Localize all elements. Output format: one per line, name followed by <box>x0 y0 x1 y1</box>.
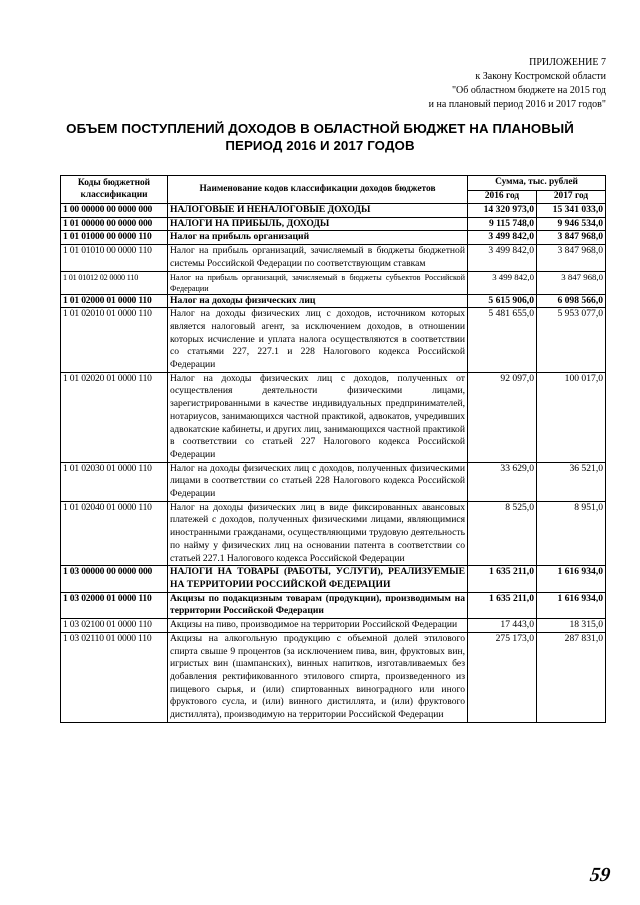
row-name: Налог на доходы физических лиц в виде фиксированных авансовых платежей с доходов, полученных физическими лицами, являющимися иностранными гражданами, осуществляющими трудовую деятельность по найму у физических лиц на основании патента в соответствии со статьей 227.1 Налогового кодекса Российской Федерации <box>168 501 468 566</box>
row-2016: 3 499 842,0 <box>468 231 537 245</box>
table-row <box>61 271 606 294</box>
row-2016: 14 320 973,0 <box>468 204 537 218</box>
table-row <box>61 632 606 722</box>
header-name: Наименование кодов классификации доходов бюджетов <box>168 176 468 204</box>
table-row <box>61 619 606 633</box>
title-line-1: ОБЪЕМ ПОСТУПЛЕНИЙ ДОХОДОВ В ОБЛАСТНОЙ БЮДЖЕТ НА ПЛАНОВЫЙ <box>66 121 574 136</box>
row-2017: 3 847 968,0 <box>537 231 606 245</box>
row-code: 1 01 02040 01 0000 110 <box>61 501 168 566</box>
row-2017: 8 951,0 <box>537 501 606 566</box>
row-code: 1 01 00000 00 0000 000 <box>61 217 168 231</box>
table-row <box>61 245 606 271</box>
row-name: НАЛОГИ НА ТОВАРЫ (РАБОТЫ, УСЛУГИ), РЕАЛИЗУЕМЫЕ НА ТЕРРИТОРИИ РОССИЙСКОЙ ФЕДЕРАЦИИ <box>168 566 468 592</box>
row-2016: 17 443,0 <box>468 619 537 633</box>
appendix-header <box>276 56 606 112</box>
appendix-line-4: и на плановый период 2016 и 2017 годов" <box>428 99 606 110</box>
row-code: 1 01 02000 01 0000 110 <box>61 294 168 308</box>
row-name: Налог на прибыль организаций, зачисляемый в бюджеты бюджетной системы Российской Федерации по соответствующим ставкам <box>168 245 468 271</box>
header-2016: 2016 год <box>468 191 537 204</box>
row-code: 1 03 00000 00 0000 000 <box>61 566 168 592</box>
row-2017: 9 946 534,0 <box>537 217 606 231</box>
row-2016: 5 481 655,0 <box>468 308 537 373</box>
row-code: 1 03 02000 01 0000 110 <box>61 592 168 618</box>
row-code: 1 03 02110 01 0000 110 <box>61 632 168 722</box>
table-row <box>61 462 606 501</box>
row-code: 1 01 01012 02 0000 110 <box>61 271 168 294</box>
row-name: Акцизы на пиво, производимое на территории Российской Федерации <box>168 619 468 633</box>
table-row <box>61 204 606 218</box>
appendix-line-1: ПРИЛОЖЕНИЕ 7 <box>529 57 606 68</box>
table-row <box>61 501 606 566</box>
row-2016: 275 173,0 <box>468 632 537 722</box>
table-row <box>61 592 606 618</box>
row-name: Налог на доходы физических лиц с доходов, полученных физическими лицами в соответствии со статьей 228 Налогового кодекса Российской Федерации <box>168 462 468 501</box>
row-2016: 8 525,0 <box>468 501 537 566</box>
page-number: 59 <box>588 864 612 886</box>
row-name: Налог на доходы физических лиц с доходов, источником которых является налоговый агент, за исключением доходов, в отношении которых исчисление и уплата налога осуществляются в соответствии со статьями 227, 227.1 и 228 Налогового кодекса Российской Федерации <box>168 308 468 373</box>
row-code: 1 01 02010 01 0000 110 <box>61 308 168 373</box>
row-name: Налог на доходы физических лиц с доходов, полученных от осуществления деятельности физическими лицами, зарегистрированными в качестве индивидуальных предпринимателей, нотариусов, занимающихся частной практикой, адвокатов, учредивших адвокатские кабинеты, и других лиц, занимающихся частной практикой в соответствии со статьей 227 Налогового кодекса Российской Федерации <box>168 372 468 462</box>
row-2017: 3 847 968,0 <box>537 245 606 271</box>
table-row <box>61 372 606 462</box>
row-code: 1 01 02020 01 0000 110 <box>61 372 168 462</box>
row-2017: 36 521,0 <box>537 462 606 501</box>
document-title <box>40 120 600 154</box>
row-name: Акцизы по подакцизным товарам (продукции), производимым на территории Российской Федерации <box>168 592 468 618</box>
table-row <box>61 231 606 245</box>
header-2017: 2017 год <box>537 191 606 204</box>
row-2017: 15 341 033,0 <box>537 204 606 218</box>
row-code: 1 00 00000 00 0000 000 <box>61 204 168 218</box>
row-2017: 3 847 968,0 <box>537 271 606 294</box>
row-name: Налог на прибыль организаций, зачисляемый в бюджеты субъектов Российской Федерации <box>168 271 468 294</box>
row-2016: 3 499 842,0 <box>468 271 537 294</box>
row-2016: 92 097,0 <box>468 372 537 462</box>
row-code: 1 01 01000 00 0000 110 <box>61 231 168 245</box>
row-2017: 6 098 566,0 <box>537 294 606 308</box>
row-2017: 100 017,0 <box>537 372 606 462</box>
appendix-line-2: к Закону Костромской области <box>475 71 606 82</box>
revenue-table <box>60 175 606 723</box>
row-2017: 1 616 934,0 <box>537 592 606 618</box>
row-name: Акцизы на алкогольную продукцию с объемной долей этилового спирта свыше 9 процентов (за исключением пива, вин, фруктовых вин, игристых вин (шампанских), винных напитков, изготавливаемых без добавления ректификованного этилового спирта, произведенного из пищевого сырья, и (или) спиртованных виноградного или иного фруктового сусла, и (или) винного дистиллята, и (или) фруктового дистиллята), производимую на территории Российской Федерации <box>168 632 468 722</box>
row-2016: 33 629,0 <box>468 462 537 501</box>
row-2017: 287 831,0 <box>537 632 606 722</box>
table-row <box>61 294 606 308</box>
row-2016: 1 635 211,0 <box>468 566 537 592</box>
table-row <box>61 217 606 231</box>
row-2017: 5 953 077,0 <box>537 308 606 373</box>
table-row <box>61 308 606 373</box>
row-2016: 9 115 748,0 <box>468 217 537 231</box>
row-2017: 1 616 934,0 <box>537 566 606 592</box>
row-2016: 5 615 906,0 <box>468 294 537 308</box>
table-row <box>61 566 606 592</box>
row-name: Налог на доходы физических лиц <box>168 294 468 308</box>
row-name: Налог на прибыль организаций <box>168 231 468 245</box>
row-code: 1 01 02030 01 0000 110 <box>61 462 168 501</box>
row-code: 1 03 02100 01 0000 110 <box>61 619 168 633</box>
row-2017: 18 315,0 <box>537 619 606 633</box>
row-name: НАЛОГОВЫЕ И НЕНАЛОГОВЫЕ ДОХОДЫ <box>168 204 468 218</box>
header-code: Коды бюджетной классификации <box>61 176 168 204</box>
row-2016: 1 635 211,0 <box>468 592 537 618</box>
row-name: НАЛОГИ НА ПРИБЫЛЬ, ДОХОДЫ <box>168 217 468 231</box>
row-2016: 3 499 842,0 <box>468 245 537 271</box>
appendix-line-3: "Об областном бюджете на 2015 год <box>451 85 606 96</box>
row-code: 1 01 01010 00 0000 110 <box>61 245 168 271</box>
title-line-2: ПЕРИОД 2016 И 2017 ГОДОВ <box>225 138 415 153</box>
header-sum: Сумма, тыс. рублей <box>468 176 606 191</box>
